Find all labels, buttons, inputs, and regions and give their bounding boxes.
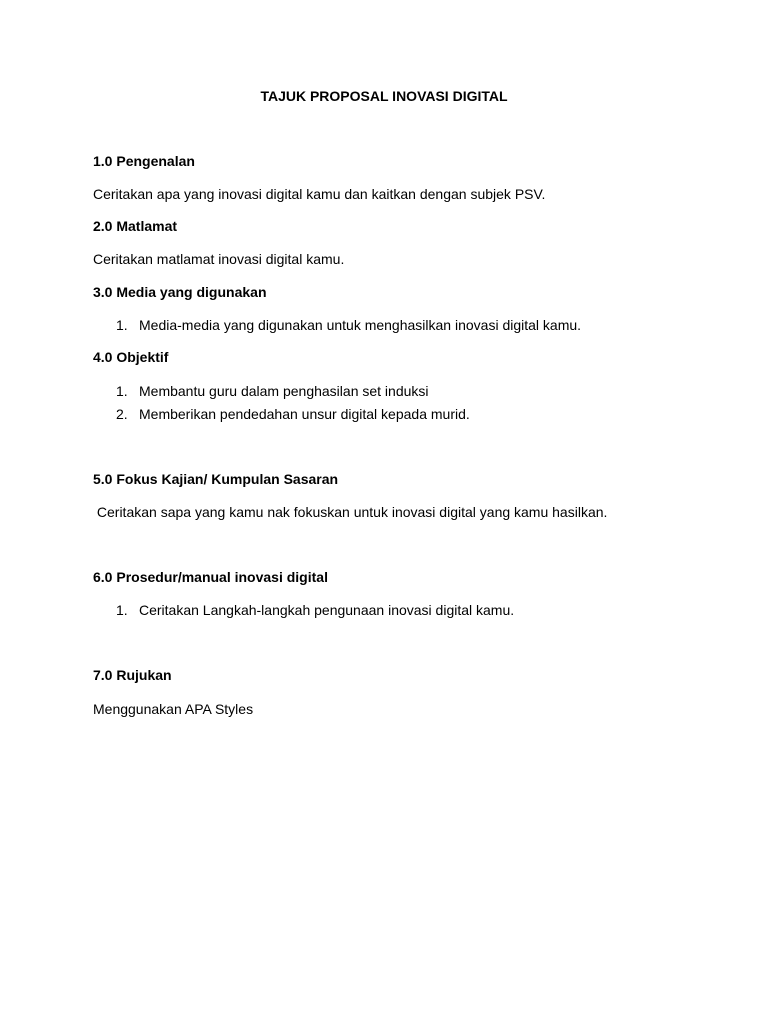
section-heading-objektif: 4.0 Objektif	[93, 349, 169, 365]
list-item-text: Memberikan pendedahan unsur digital kepada murid.	[139, 406, 470, 422]
list-item	[0, 601, 768, 619]
section-paragraph-rujukan: Menggunakan APA Styles	[93, 701, 254, 717]
list-item-number: 2.	[116, 406, 128, 422]
list-item-text: Ceritakan Langkah-langkah pengunaan inovasi digital kamu.	[139, 602, 515, 618]
list-item-text: Media-media yang digunakan untuk menghasilkan inovasi digital kamu.	[139, 317, 582, 333]
section-heading-pengenalan: 1.0 Pengenalan	[93, 153, 195, 169]
section-heading-prosedur: 6.0 Prosedur/manual inovasi digital	[93, 569, 328, 585]
document-title: TAJUK PROPOSAL INOVASI DIGITAL	[260, 88, 508, 104]
section-paragraph-fokus-kajian: Ceritakan sapa yang kamu nak fokuskan untuk inovasi digital yang kamu hasilkan.	[93, 504, 608, 520]
list-item-number: 1.	[116, 602, 128, 618]
section-heading-matlamat: 2.0 Matlamat	[93, 218, 178, 234]
section-paragraph-matlamat: Ceritakan matlamat inovasi digital kamu.	[93, 251, 345, 267]
section-heading-fokus-kajian: 5.0 Fokus Kajian/ Kumpulan Sasaran	[93, 471, 339, 487]
section-paragraph-pengenalan: Ceritakan apa yang inovasi digital kamu dan kaitkan dengan subjek PSV.	[93, 186, 546, 202]
list-item	[0, 382, 768, 400]
list-item-text: Membantu guru dalam penghasilan set induksi	[139, 383, 429, 399]
list-item-number: 1.	[116, 383, 128, 399]
list-item	[0, 405, 768, 423]
list-item	[0, 316, 768, 334]
section-heading-media: 3.0 Media yang digunakan	[93, 284, 267, 300]
section-heading-rujukan: 7.0 Rujukan	[93, 667, 172, 683]
list-item-number: 1.	[116, 317, 128, 333]
